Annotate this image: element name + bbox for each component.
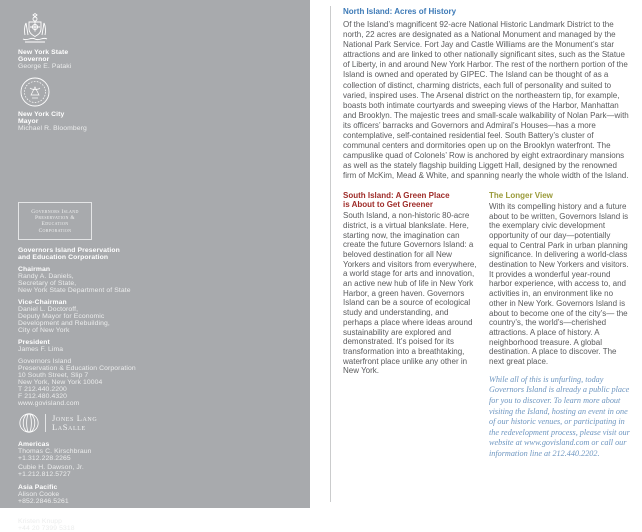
longer-view-column — [489, 191, 632, 460]
north-island-paragraph: Of the Island’s magnificent 92-acre National Historic Landmark District to the north, 22 acres are designated as a National Monument and managed by the National Park Service. Fort Jay and Castle Williams are the Monument’s star attractions and are linked to other nationally significant sites, such as the Statue of Liberty, in and around New York Harbor. The rest of the northern portion of the Island is owned and operated by GIPEC. The Island can be thought of as a collection of distinct, charming districts, each full of personality and suited to varied, inspired uses. The Arsenal district on the northeastern tip, for example, boasts both intimate courtyards and sweeping views of the Harbor, Manhattan and Brooklyn. The majestic trees and small-scale walkability of Nolan Park—with its officers’ barracks and Governors and Admiral’s Houses—has a more contemplative, self-contained residential feel. South Battery’s cluster of communal centers and dormitories open up on the Brooklyn waterfront. The campuslike quad of Colonels’ Row is anchored by eight extraordinary mansions as well as the stately flagship building Liggett Hall, designed by the renowned firm of McKim, Mead & White, and spanning nearly the whole width of the Island. — [343, 20, 629, 181]
officer-chairman — [18, 266, 310, 294]
website-url: www.govisland.com — [18, 399, 80, 407]
longer-view-heading: The Longer View — [489, 190, 553, 200]
contact-name: Alison Cooke — [18, 490, 60, 498]
contact-phone: +44 20 7399 5318 — [18, 524, 75, 532]
contact-region: Europe — [18, 510, 43, 518]
contact-phone: +1.312.228.2265 — [18, 454, 71, 462]
officer-president — [18, 339, 310, 353]
city-name: New York City — [18, 111, 65, 118]
jll-wordmark: Jones Lang LaSalle — [45, 414, 97, 432]
officer-role: Vice-Chairman — [18, 298, 67, 306]
jones-lang-lasalle-logo — [18, 411, 310, 435]
contact-europe — [18, 511, 310, 532]
two-column-section — [343, 191, 632, 460]
gipec-logo — [18, 202, 92, 240]
main-content — [343, 7, 632, 460]
mayor-name: Michael R. Bloomberg — [18, 125, 87, 132]
longer-view-paragraph: With its compelling history and a future about to be written, Governors Island is the exemplary civic development opportunity of our day—potentially equal to Central Park in urban planning significance. In delivering a world-class destination to New Yorkers and visitors. It provides a wonderful year-round harbor experience, with access to, and activities in, an environment like no other in New York. Governors Island is about to become one of the city’s— the country’s, the world’s—cherished attractions. A place of history. A neighborhood treasure. A global destination. A place to discover. The next great place. — [489, 201, 629, 367]
south-island-column — [343, 191, 479, 460]
mayor-label: Mayor — [18, 118, 39, 125]
contact-name: Thomas C. Kirschbraun — [18, 447, 92, 455]
north-island-heading: North Island: Acres of History — [343, 7, 457, 16]
address-line: Preservation & Education Corporation — [18, 364, 136, 372]
officer-line: Development and Rebuilding, — [18, 319, 110, 327]
contact-name: Kristen Knupp — [18, 517, 62, 525]
governor-label: Governor — [18, 56, 50, 63]
gipec-logo-line: Governors Island — [31, 209, 79, 215]
address-line: New York, New York 10004 — [18, 378, 103, 386]
gipec-logo-line: Corporation — [38, 227, 72, 234]
south-island-paragraph: South Island, a non-historic 80-acre district, is a virtual blankslate. Here, starting now, the imagination can create the future Governors Island: a beloved destination for all New Yorkers and visitors from everywhere, a world stage for arts and innovation, an active new hub of life in New York Harbor, a green haven. Governors Island can be a source of ecological study and understanding, and perhaps a place where ideas around sustainability are explored and demonstrated. It’s poised for its transformation into a breathtaking, waterfront place unlike any other in New York. — [343, 211, 477, 376]
south-island-heading: South Island: A Green Place is About to Get Greener — [343, 190, 450, 209]
officer-line: Deputy Mayor for Economic — [18, 312, 105, 320]
state-governor-block — [18, 49, 310, 70]
officer-line: James F. Lima — [18, 345, 64, 353]
contact-region: Asia Pacific — [18, 483, 58, 491]
org-address — [18, 358, 310, 407]
officer-line: Randy A. Daniels, — [18, 272, 74, 280]
ny-state-seal-icon — [18, 13, 310, 47]
city-mayor-block — [18, 111, 310, 132]
jll-globe-icon — [18, 412, 40, 434]
officer-line: City of New York — [18, 326, 70, 334]
org-name: Governors Island Preservation and Education Corporation — [18, 246, 120, 261]
address-line: 10 South Street, Slip 7 — [18, 371, 89, 379]
sidebar — [0, 0, 310, 532]
state-name: New York State — [18, 49, 69, 56]
contact-phone: +1.212.812.5727 — [18, 470, 71, 478]
contact-americas — [18, 441, 310, 478]
officer-line: Secretary of State, — [18, 279, 77, 287]
contact-phone: +852.2846.5261 — [18, 497, 69, 505]
visitor-info-note: While all of this is unfurling, today Governors Island is already a public place for you to discover. To learn more about visiting the Island, hosting an event in one of our historic venues, or participating in the redevelopment process, please visit our website at www.govisland.com or call our information line at 212.440.2202. — [489, 374, 630, 458]
officer-vice-chairman — [18, 299, 310, 334]
phone-number: T 212.440.2200 — [18, 385, 67, 393]
governor-name: George E. Pataki — [18, 63, 72, 70]
officer-line: Daniel L. Doctoroff, — [18, 305, 79, 313]
officer-role: President — [18, 338, 50, 346]
gipec-logo-line: Preservation & Education — [35, 215, 75, 228]
officer-role: Chairman — [18, 265, 51, 273]
page-fold-divider — [330, 6, 331, 502]
contact-asia-pacific — [18, 484, 310, 505]
fax-number: F 212.480.4320 — [18, 392, 68, 400]
contact-name: Cubie H. Dawson, Jr. — [18, 463, 84, 471]
nyc-seal-icon — [18, 75, 310, 109]
contact-region: Americas — [18, 440, 50, 448]
address-line: Governors Island — [18, 357, 72, 365]
officer-line: New York State Department of State — [18, 286, 131, 294]
